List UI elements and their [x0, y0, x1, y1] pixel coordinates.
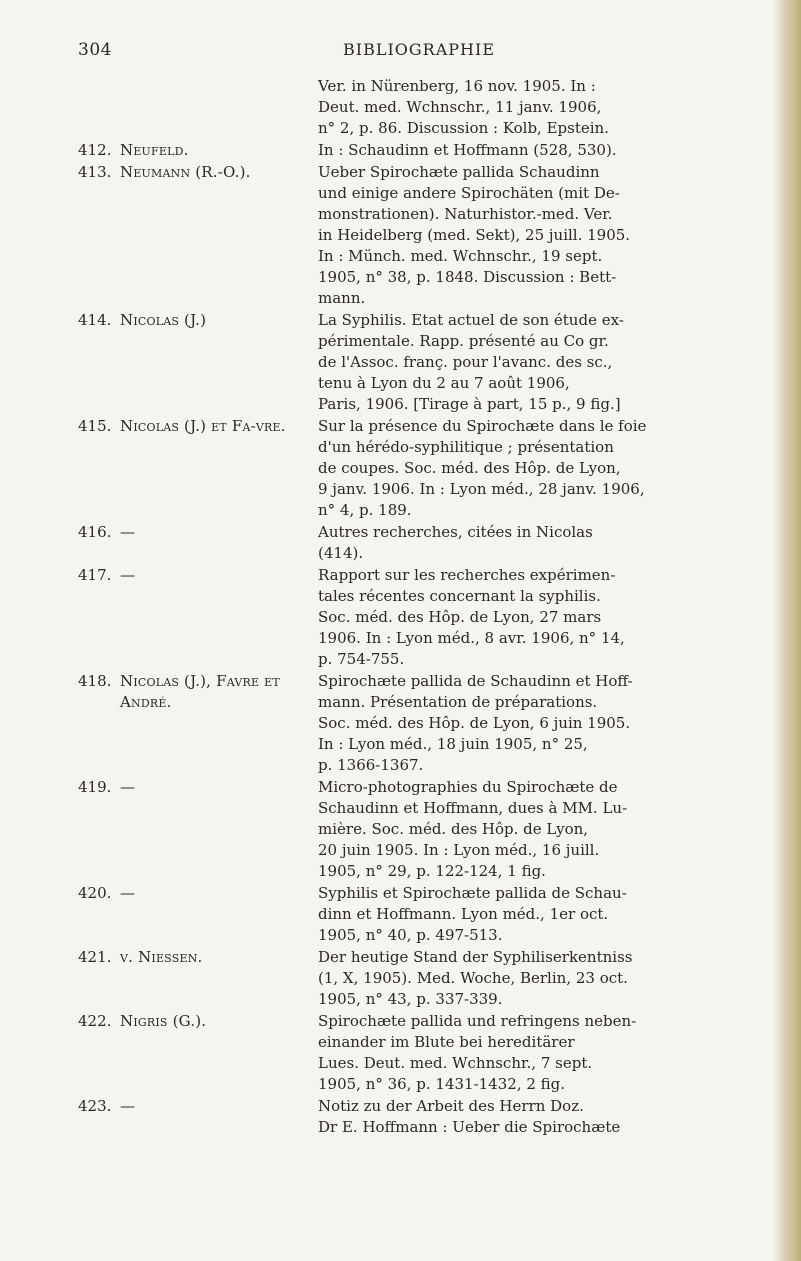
entry-number: 415. — [78, 417, 112, 435]
entry-number: 412. — [78, 141, 112, 159]
entry-author: Nicolas (J.) — [120, 311, 207, 329]
entry-text-line: 9 janv. 1906. In : Lyon méd., 28 janv. 1906, — [318, 480, 645, 498]
entry-text-line: Lues. Deut. med. Wchnschr., 7 sept. — [318, 1054, 593, 1072]
entry-text-line: périmentale. Rapp. présenté au Co gr. — [318, 332, 609, 350]
entry-text-line: monstrationen). Naturhistor.-med. Ver. — [318, 205, 613, 223]
entry-text-line: (1, X, 1905). Med. Woche, Berlin, 23 oct. — [318, 969, 628, 987]
entry-text-line: de l'Assoc. franç. pour l'avanc. des sc., — [318, 353, 613, 371]
entry-author: — — [120, 778, 136, 796]
entry-text-line: 1905, n° 40, p. 497-513. — [318, 926, 503, 944]
entry-text-line: und einige andere Spirochäten (mit De- — [318, 184, 620, 202]
bibliography-entry — [0, 310, 801, 415]
entry-text — [318, 671, 770, 776]
entry-text-line: La Syphilis. Etat actuel de son étude ex- — [318, 311, 624, 329]
entry-text-line: (414). — [318, 544, 364, 562]
entry-text-line: In : Münch. med. Wchnschr., 19 sept. — [318, 247, 603, 265]
entry-author: Nicolas (J.) et Fa-vre. — [120, 417, 286, 435]
entry-text-line: Notiz zu der Arbeit des Herrn Doz. — [318, 1097, 584, 1115]
entry-number: 421. — [78, 948, 112, 966]
entry-text-line: Rapport sur les recherches expérimen- — [318, 566, 616, 584]
entry-text-line: Der heutige Stand der Syphiliserkentniss — [318, 948, 633, 966]
entry-author: Nigris (G.). — [120, 1012, 207, 1030]
entry-number: 422. — [78, 1012, 112, 1030]
entry-text — [318, 1096, 770, 1138]
entry-text-line: 1906. In : Lyon méd., 8 avr. 1906, n° 14, — [318, 629, 625, 647]
entry-author: — — [120, 1097, 136, 1115]
entry-text-line: Deut. med. Wchnschr., 11 janv. 1906, — [318, 98, 602, 116]
entry-text-line: Autres recherches, citées in Nicolas — [318, 523, 593, 541]
entry-author: v. Niessen. — [120, 948, 203, 966]
entry-text-line: mann. — [318, 289, 366, 307]
entry-text — [318, 883, 770, 946]
entry-text — [318, 777, 770, 882]
bibliography-entry — [0, 565, 801, 670]
entry-text-line: Micro-photographies du Spirochæte de — [318, 778, 618, 796]
entry-text-line: 1905, n° 43, p. 337-339. — [318, 990, 503, 1008]
entry-text — [318, 162, 770, 309]
entry-text-line: Ueber Spirochæte pallida Schaudinn — [318, 163, 600, 181]
entry-author: Neumann (R.-O.). — [120, 163, 251, 181]
entry-text-line: Syphilis et Spirochæte pallida de Schau- — [318, 884, 627, 902]
entry-text-line: einander im Blute bei hereditärer — [318, 1033, 575, 1051]
entry-text-line: Spirochæte pallida de Schaudinn et Hoff- — [318, 672, 633, 690]
bibliography-entries — [0, 76, 801, 1138]
bibliography-entry — [0, 671, 801, 776]
entry-number: 420. — [78, 884, 112, 902]
entry-text — [318, 310, 770, 415]
bibliography-entry — [0, 416, 801, 521]
entry-text — [318, 947, 770, 1010]
entry-number: 419. — [78, 778, 112, 796]
entry-author: Nicolas (J.), Favre et André. — [120, 672, 280, 711]
entry-number: 417. — [78, 566, 112, 584]
entry-author: — — [120, 566, 136, 584]
bibliography-entry — [0, 1011, 801, 1095]
entry-text-line: Sur la présence du Spirochæte dans le foie — [318, 417, 647, 435]
bibliography-entry — [0, 162, 801, 309]
entry-text — [318, 76, 770, 139]
entry-number: 423. — [78, 1097, 112, 1115]
bibliography-entry — [0, 777, 801, 882]
bibliography-entry — [0, 947, 801, 1010]
bibliography-entry — [0, 883, 801, 946]
entry-text-line: 1905, n° 36, p. 1431-1432, 2 fig. — [318, 1075, 566, 1093]
entry-text-line: tales récentes concernant la syphilis. — [318, 587, 601, 605]
entry-text-line: n° 2, p. 86. Discussion : Kolb, Epstein. — [318, 119, 609, 137]
entry-text — [318, 416, 770, 521]
entry-number: 416. — [78, 523, 112, 541]
entry-text-line: mière. Soc. méd. des Hôp. de Lyon, — [318, 820, 589, 838]
entry-text-line: n° 4, p. 189. — [318, 501, 412, 519]
entry-number: 413. — [78, 163, 112, 181]
entry-text-line: d'un hérédo-syphilitique ; présentation — [318, 438, 614, 456]
entry-text-line: Paris, 1906. [Tirage à part, 15 p., 9 fig.] — [318, 395, 621, 413]
entry-text-line: de coupes. Soc. méd. des Hôp. de Lyon, — [318, 459, 621, 477]
entry-author: Neufeld. — [120, 141, 189, 159]
bibliography-entry — [0, 140, 801, 161]
entry-text — [318, 522, 770, 564]
entry-text-line: tenu à Lyon du 2 au 7 août 1906, — [318, 374, 570, 392]
page-number: 304 — [78, 40, 112, 60]
entry-text — [318, 565, 770, 670]
entry-number: 418. — [78, 672, 112, 690]
entry-text-line: In : Schaudinn et Hoffmann (528, 530). — [318, 141, 617, 159]
bibliography-entry — [0, 522, 801, 564]
entry-text-line: 1905, n° 38, p. 1848. Discussion : Bett- — [318, 268, 617, 286]
entry-number: 414. — [78, 311, 112, 329]
entry-author: — — [120, 884, 136, 902]
entry-text-line: In : Lyon méd., 18 juin 1905, n° 25, — [318, 735, 588, 753]
entry-text-line: 1905, n° 29, p. 122-124, 1 fig. — [318, 862, 546, 880]
page-header — [0, 40, 801, 70]
entry-text-line: p. 1366-1367. — [318, 756, 424, 774]
entry-text-line: p. 754-755. — [318, 650, 405, 668]
entry-text-line: Soc. méd. des Hôp. de Lyon, 27 mars — [318, 608, 602, 626]
entry-author: — — [120, 523, 136, 541]
entry-text-line: Soc. méd. des Hôp. de Lyon, 6 juin 1905. — [318, 714, 631, 732]
bibliography-entry — [0, 76, 801, 139]
running-title: BIBLIOGRAPHIE — [343, 40, 495, 59]
entry-text-line: Schaudinn et Hoffmann, dues à MM. Lu- — [318, 799, 628, 817]
entry-text-line: Spirochæte pallida und refringens neben- — [318, 1012, 637, 1030]
entry-text-line: Dr E. Hoffmann : Ueber die Spirochæte — [318, 1118, 621, 1136]
entry-text — [318, 140, 770, 161]
entry-text-line: in Heidelberg (med. Sekt), 25 juill. 1905. — [318, 226, 631, 244]
entry-text — [318, 1011, 770, 1095]
entry-text-line: mann. Présentation de préparations. — [318, 693, 598, 711]
entry-text-line: dinn et Hoffmann. Lyon méd., 1er oct. — [318, 905, 609, 923]
entry-text-line: Ver. in Nürenberg, 16 nov. 1905. In : — [318, 77, 596, 95]
bibliography-entry — [0, 1096, 801, 1138]
entry-text-line: 20 juin 1905. In : Lyon méd., 16 juill. — [318, 841, 600, 859]
